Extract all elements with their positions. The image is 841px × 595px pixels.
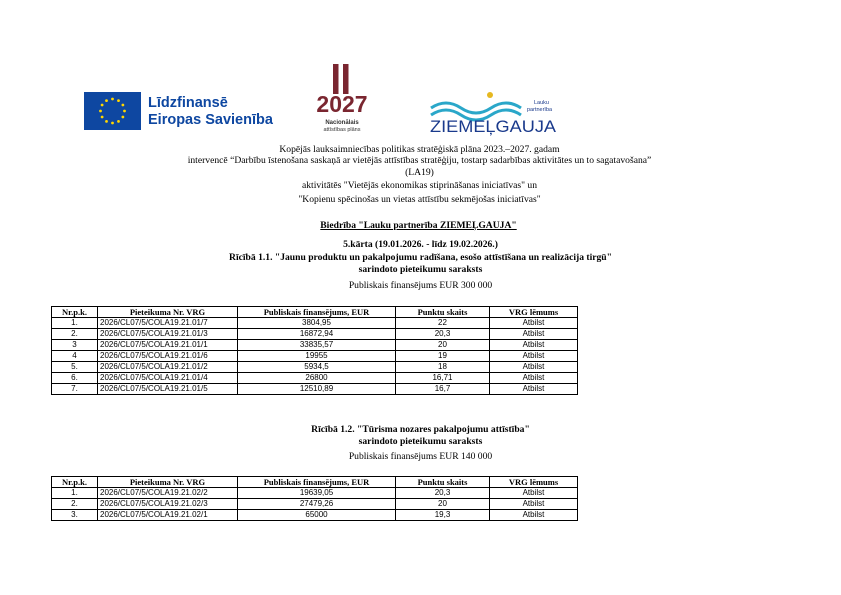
cell-application-id: 2026/CL07/5/COLA19.21.01/3 xyxy=(98,329,238,340)
eu-flag-icon xyxy=(84,92,141,130)
col-header-points: Punktu skaits xyxy=(396,477,490,488)
eu-star-icon xyxy=(121,104,124,107)
col-header-funding: Publiskais finansējums, EUR xyxy=(238,477,396,488)
section2-funding: Publiskais finansējums EUR 140 000 xyxy=(348,451,493,462)
cell-nr: 7. xyxy=(52,384,98,395)
col-header-decision: VRG lēmums xyxy=(490,307,578,318)
intro-line-1: Kopējās lauksaimniecības politikas stratēģiskā plāna 2023.–2027. gadam xyxy=(279,144,560,155)
zg-logo-small1: Lauku xyxy=(534,100,549,106)
table-row xyxy=(52,318,578,329)
cell-application-id: 2026/CL07/5/COLA19.21.02/1 xyxy=(98,510,238,521)
section1-subtitle: sarindoto pieteikumu saraksts xyxy=(358,264,483,275)
cell-funding: 16872,94 xyxy=(238,329,396,340)
cell-funding: 5934,5 xyxy=(238,362,396,373)
zg-logo-name: ZIEMEĻGAUJA xyxy=(430,117,557,136)
col-header-application: Pieteikuma Nr. VRG xyxy=(98,307,238,318)
eu-logo-text xyxy=(148,95,273,129)
cell-application-id: 2026/CL07/5/COLA19.21.02/3 xyxy=(98,499,238,510)
cell-funding: 19639,05 xyxy=(238,488,396,499)
eu-star-icon xyxy=(123,110,126,113)
cell-decision: Atbilst xyxy=(490,499,578,510)
section2-subtitle: sarindoto pieteikumu saraksts xyxy=(358,436,483,447)
round-info: 5.kārta (19.01.2026. - līdz 19.02.2026.) xyxy=(343,239,498,250)
cell-nr: 2. xyxy=(52,499,98,510)
cell-points: 20,3 xyxy=(396,329,490,340)
cell-points: 19,3 xyxy=(396,510,490,521)
cell-funding: 12510,89 xyxy=(238,384,396,395)
cell-points: 20 xyxy=(396,340,490,351)
eu-star-icon xyxy=(111,122,114,125)
intro-line-3: (LA19) xyxy=(405,167,434,178)
eu-logo-line2: Eiropas Savienība xyxy=(148,112,273,128)
section2-table-body xyxy=(52,488,578,521)
table-row xyxy=(52,373,578,384)
section2-table-header xyxy=(52,477,578,488)
cell-points: 20,3 xyxy=(396,488,490,499)
col-header-decision: VRG lēmums xyxy=(490,477,578,488)
cell-points: 18 xyxy=(396,362,490,373)
table-row xyxy=(52,510,578,521)
section1-table-body xyxy=(52,318,578,395)
intro-line-4: aktivitātēs "Vietējās ekonomikas stiprināšanas iniciatīvas" un xyxy=(301,180,538,191)
col-header-application: Pieteikuma Nr. VRG xyxy=(98,477,238,488)
nap-logo-line2: attīstības plāns xyxy=(323,127,361,133)
cell-decision: Atbilst xyxy=(490,351,578,362)
section2-title: Rīcībā 1.2. "Tūrisma nozares pakalpojumu attīstība" xyxy=(311,424,530,435)
cell-points: 16,71 xyxy=(396,373,490,384)
cell-nr: 1. xyxy=(52,318,98,329)
zg-logo-small2: partnerība xyxy=(527,107,553,113)
cell-nr: 2. xyxy=(52,329,98,340)
eu-star-icon xyxy=(121,116,124,119)
col-header-nr: Nr.p.k. xyxy=(52,477,98,488)
cell-application-id: 2026/CL07/5/COLA19.21.01/1 xyxy=(98,340,238,351)
cell-decision: Atbilst xyxy=(490,329,578,340)
eu-star-icon xyxy=(101,104,104,107)
eu-star-icon xyxy=(99,110,102,113)
table-row xyxy=(52,340,578,351)
section1-title: Rīcībā 1.1. "Jaunu produktu un pakalpojumu radīšana, esošo attīstīšana un realizācija tirgū" xyxy=(229,252,612,263)
cell-nr: 4 xyxy=(52,351,98,362)
cell-funding: 26800 xyxy=(238,373,396,384)
cell-application-id: 2026/CL07/5/COLA19.21.01/5 xyxy=(98,384,238,395)
cell-application-id: 2026/CL07/5/COLA19.21.01/2 xyxy=(98,362,238,373)
nap-2027-logo xyxy=(304,62,380,138)
nap-logo-year: 2027 xyxy=(316,91,368,117)
cell-application-id: 2026/CL07/5/COLA19.21.01/7 xyxy=(98,318,238,329)
section1-funding: Publiskais finansējums EUR 300 000 xyxy=(348,280,493,291)
col-header-nr: Nr.p.k. xyxy=(52,307,98,318)
table-row xyxy=(52,488,578,499)
cell-points: 19 xyxy=(396,351,490,362)
cell-decision: Atbilst xyxy=(490,488,578,499)
eu-cofinancing-logo xyxy=(84,92,273,130)
table-row xyxy=(52,499,578,510)
eu-star-icon xyxy=(117,120,120,123)
cell-decision: Atbilst xyxy=(490,373,578,384)
cell-funding: 19955 xyxy=(238,351,396,362)
cell-points: 16,7 xyxy=(396,384,490,395)
cell-funding: 65000 xyxy=(238,510,396,521)
cell-application-id: 2026/CL07/5/COLA19.21.01/6 xyxy=(98,351,238,362)
section2-table xyxy=(51,476,578,521)
intro-line-2: intervencē “Darbību īstenošana saskaņā ar vietējās attīstības stratēģiju, tostarp sadarbības aktivitātes un to sagatavošana” xyxy=(187,155,652,166)
cell-decision: Atbilst xyxy=(490,384,578,395)
cell-nr: 6. xyxy=(52,373,98,384)
cell-application-id: 2026/CL07/5/COLA19.21.02/2 xyxy=(98,488,238,499)
col-header-funding: Publiskais finansējums, EUR xyxy=(238,307,396,318)
table-row xyxy=(52,384,578,395)
intro-line-5: "Kopienu spēcinošas un vietas attīstību sekmējošas iniciatīvas" xyxy=(298,194,541,205)
cell-points: 22 xyxy=(396,318,490,329)
cell-funding: 27479,26 xyxy=(238,499,396,510)
table-row xyxy=(52,362,578,373)
cell-decision: Atbilst xyxy=(490,362,578,373)
table-row xyxy=(52,329,578,340)
eu-star-icon xyxy=(101,116,104,119)
nap-logo-line1: Nacionālais xyxy=(325,120,359,126)
cell-decision: Atbilst xyxy=(490,318,578,329)
section1-table xyxy=(51,306,578,395)
cell-nr: 3 xyxy=(52,340,98,351)
ziemelgauja-logo xyxy=(428,88,560,136)
eu-star-icon xyxy=(117,99,120,102)
cell-funding: 3804,95 xyxy=(238,318,396,329)
eu-star-icon xyxy=(105,99,108,102)
organization-title: Biedrība "Lauku partnerība ZIEMEĻGAUJA" xyxy=(320,220,517,231)
eu-logo-line1: Līdzfinansē xyxy=(148,95,228,111)
cell-nr: 3. xyxy=(52,510,98,521)
cell-decision: Atbilst xyxy=(490,340,578,351)
cell-nr: 5. xyxy=(52,362,98,373)
cell-nr: 1. xyxy=(52,488,98,499)
col-header-points: Punktu skaits xyxy=(396,307,490,318)
table-row xyxy=(52,351,578,362)
eu-star-icon xyxy=(111,98,114,101)
eu-star-icon xyxy=(105,120,108,123)
cell-funding: 33835,57 xyxy=(238,340,396,351)
section1-table-header xyxy=(52,307,578,318)
cell-application-id: 2026/CL07/5/COLA19.21.01/4 xyxy=(98,373,238,384)
cell-decision: Atbilst xyxy=(490,510,578,521)
cell-points: 20 xyxy=(396,499,490,510)
